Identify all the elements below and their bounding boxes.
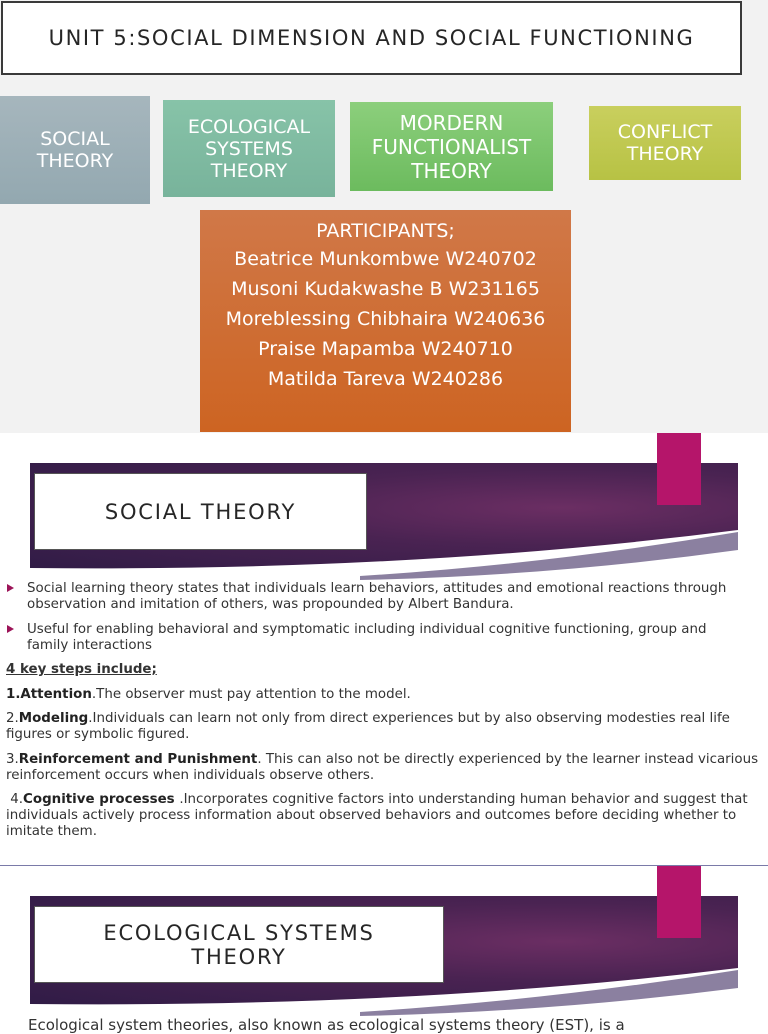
step-item	[6, 711, 764, 743]
tile-conflict-label: CONFLICT THEORY	[617, 121, 713, 165]
slide-heading: SOCIAL THEORY	[104, 499, 297, 524]
step-term: Cognitive processes	[23, 792, 180, 807]
slide-heading-box	[34, 906, 444, 983]
tile-conflict-theory	[589, 106, 741, 180]
tile-social-theory	[0, 96, 150, 204]
step-item	[6, 687, 764, 703]
step-text: .The observer must pay attention to the model.	[91, 687, 411, 702]
step-number: 1.	[6, 687, 21, 702]
accent-tab	[657, 866, 701, 938]
step-number: 3.	[6, 752, 19, 767]
step-number: 4.	[6, 792, 24, 807]
unit-title: UNIT 5:SOCIAL DIMENSION AND SOCIAL FUNCTIONING	[48, 26, 695, 50]
step-term: Attention	[20, 687, 92, 702]
step-number: 2.	[6, 711, 19, 726]
accent-tab	[657, 433, 701, 505]
tile-ecological-label: ECOLOGICAL SYSTEMS THEORY	[187, 115, 311, 182]
slide-heading: ECOLOGICAL SYSTEMS THEORY	[103, 920, 375, 969]
bullet-text: Social learning theory states that individuals learn behaviors, attitudes and emotional reactions through observation and imitation of others, was propounded by Albert Bandura.	[27, 581, 727, 612]
step-term: Reinforcement and Punishment	[18, 752, 258, 767]
title-slide	[0, 0, 768, 433]
bullet-item	[7, 622, 752, 654]
bullet-text: Useful for enabling behavioral and symptomatic including individual cognitive functioning, group and family interactions	[27, 622, 707, 653]
participants-box	[200, 210, 571, 432]
step-text: .Incorporates cognitive factors into understanding human behavior and suggest that individuals actively process information about observed behaviors and outcomes before deciding whether to imitate them.	[6, 792, 752, 839]
participant-name: Beatrice Munkombwe W240702	[234, 248, 537, 270]
step-text: . This can also not be directly experienced by the learner instead vicarious reinforcement occurs when individuals observe others.	[6, 752, 759, 783]
participant-name: Matilda Tareva W240286	[267, 368, 504, 390]
tile-functionalist-label: MORDERN FUNCTIONALIST THEORY	[371, 110, 532, 183]
tile-ecological-systems-theory	[163, 100, 335, 197]
step-term: Modeling	[18, 711, 89, 726]
participant-name: Moreblessing Chibhaira W240636	[225, 308, 546, 330]
tile-modern-functionalist-theory	[350, 102, 553, 191]
step-text: .Individuals can learn not only from direct experiences but by also observing modesties real life figures or symbolic figured.	[6, 711, 730, 742]
bullet-arrow-icon	[7, 625, 14, 633]
participant-name: Musoni Kudakwashe B W231165	[231, 278, 540, 300]
slide-heading-box	[34, 473, 367, 550]
key-steps-heading: 4 key steps include;	[6, 662, 157, 677]
step-item	[6, 792, 764, 840]
bullet-item	[7, 581, 752, 613]
participant-name: Praise Mapamba W240710	[258, 338, 513, 360]
bullet-arrow-icon	[7, 584, 14, 592]
tile-social-theory-label: SOCIAL THEORY	[36, 128, 114, 172]
step-item	[6, 752, 764, 784]
unit-title-box	[1, 1, 742, 75]
participants-heading: PARTICIPANTS;	[316, 220, 455, 242]
slide-first-line: Ecological system theories, also known as ecological systems theory (EST), is a	[28, 1016, 625, 1034]
